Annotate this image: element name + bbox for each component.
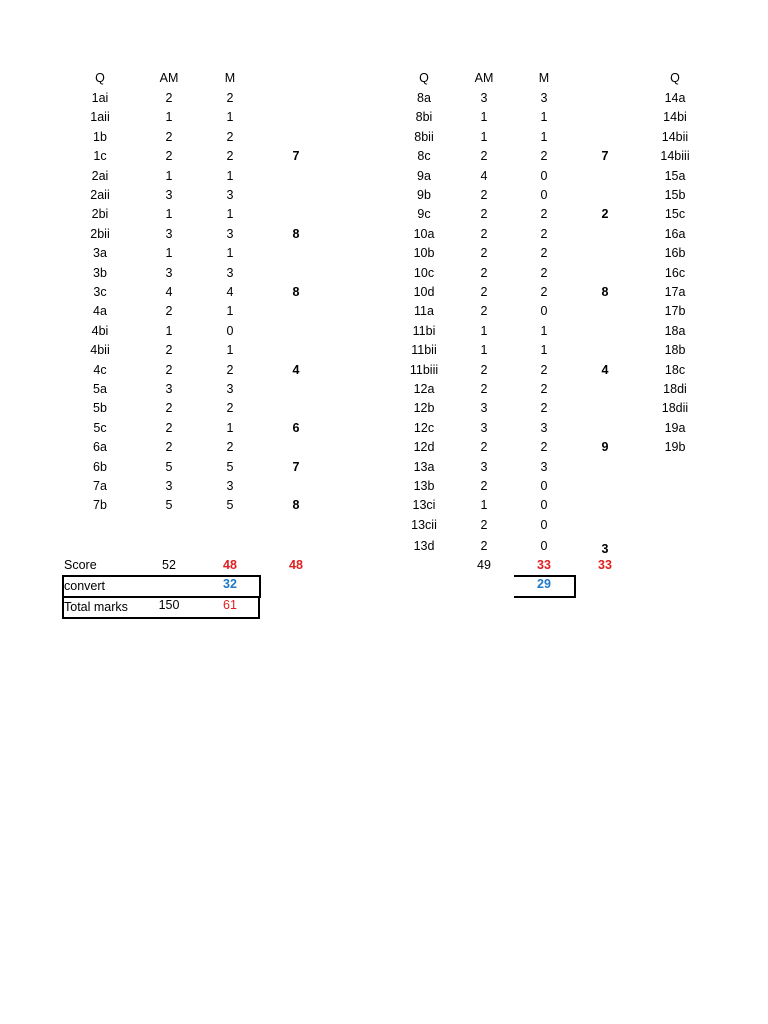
available-marks: 1 [480,130,488,144]
question-label: 18dii [661,401,689,415]
available-marks: 1 [480,498,488,512]
question-label: 18c [664,363,686,377]
available-marks: 1 [480,324,488,338]
marks-awarded: 3 [226,227,234,241]
question-label: 13d [413,539,435,553]
marks-awarded: 4 [226,285,234,299]
block1-convert-value: 32 [223,577,237,591]
question-label: 5a [93,382,107,396]
available-marks: 3 [480,401,488,415]
question-label: 8bii [414,130,434,144]
question-label: 12c [413,421,435,435]
available-marks: 1 [480,343,488,357]
question-label: 1aii [90,110,110,124]
marks-awarded: 1 [226,304,234,318]
marks-awarded: 2 [540,440,548,454]
available-marks: 2 [480,363,488,377]
question-subtotal: 2 [601,207,609,221]
total-marks-am: 150 [158,598,180,612]
question-label: 5c [93,421,107,435]
available-marks: 1 [480,110,488,124]
question-label: 10a [413,227,435,241]
marks-awarded: 0 [540,518,548,532]
marks-awarded: 0 [540,479,548,493]
question-label: 19a [664,421,686,435]
available-marks: 3 [165,188,173,202]
available-marks: 1 [165,324,173,338]
question-subtotal: 6 [292,421,300,435]
marks-awarded: 3 [540,421,548,435]
block2-score-am: 49 [477,558,491,572]
block2-score-m: 33 [537,558,551,572]
question-subtotal: 7 [292,149,300,163]
available-marks: 5 [165,498,173,512]
question-label: 1b [93,130,107,144]
question-label: 12b [413,401,435,415]
marks-awarded: 1 [540,324,548,338]
question-subtotal: 7 [292,460,300,474]
question-subtotal: 4 [601,363,609,377]
question-label: 16c [664,266,686,280]
question-label: 9b [417,188,431,202]
question-label: 14a [664,91,686,105]
available-marks: 2 [480,440,488,454]
question-subtotal: 3 [601,542,609,556]
question-label: 14biii [660,149,690,163]
marks-awarded: 2 [226,149,234,163]
marks-awarded: 1 [226,421,234,435]
marks-awarded: 0 [540,188,548,202]
question-label: 15c [664,207,686,221]
marks-awarded: 2 [540,382,548,396]
question-label: 8a [417,91,431,105]
question-label: 12a [413,382,435,396]
available-marks: 2 [165,421,173,435]
question-label: 4a [93,304,107,318]
available-marks: 2 [480,304,488,318]
block1-header-m: M [224,71,236,85]
question-label: 15a [664,169,686,183]
available-marks: 2 [165,130,173,144]
marks-awarded: 1 [226,207,234,221]
question-subtotal: 9 [601,440,609,454]
available-marks: 2 [480,188,488,202]
marks-awarded: 1 [540,110,548,124]
block1-score-m: 48 [223,558,237,572]
question-label: 17b [664,304,686,318]
available-marks: 2 [165,440,173,454]
available-marks: 4 [480,169,488,183]
available-marks: 2 [165,91,173,105]
marks-awarded: 2 [540,207,548,221]
question-label: 10c [413,266,435,280]
question-label: 11bii [411,343,437,357]
marks-awarded: 2 [540,363,548,377]
marks-awarded: 3 [226,479,234,493]
available-marks: 3 [165,479,173,493]
marks-awarded: 1 [226,343,234,357]
question-label: 9a [417,169,431,183]
block3-header-q: Q [670,71,680,85]
question-label: 18b [664,343,686,357]
question-label: 19b [664,440,686,454]
marks-awarded: 1 [226,169,234,183]
question-label: 8bi [415,110,433,124]
marks-awarded: 2 [540,266,548,280]
block2-header-q: Q [419,71,429,85]
available-marks: 3 [165,382,173,396]
question-label: 16a [664,227,686,241]
available-marks: 2 [165,304,173,318]
available-marks: 2 [165,343,173,357]
available-marks: 3 [165,227,173,241]
marks-awarded: 0 [540,498,548,512]
total-marks-m: 61 [223,598,237,612]
question-label: 3b [93,266,107,280]
marks-awarded: 2 [540,285,548,299]
question-label: 9c [417,207,431,221]
block1-score-total: 48 [289,558,303,572]
available-marks: 3 [480,91,488,105]
question-subtotal: 8 [292,227,300,241]
question-label: 13b [413,479,435,493]
marks-awarded: 2 [226,130,234,144]
question-label: 7b [93,498,107,512]
question-label: 14bii [661,130,689,144]
available-marks: 1 [165,207,173,221]
question-label: 2ai [91,169,109,183]
block2-score-total: 33 [598,558,612,572]
marks-awarded: 1 [226,246,234,260]
question-label: 3c [93,285,107,299]
available-marks: 1 [165,110,173,124]
marks-awarded: 2 [540,246,548,260]
question-label: 18a [664,324,686,338]
question-subtotal: 8 [292,285,300,299]
marks-awarded: 0 [540,169,548,183]
available-marks: 2 [480,518,488,532]
question-label: 6b [93,460,107,474]
marks-awarded: 0 [540,539,548,553]
question-label: 17a [664,285,686,299]
block1-score-am: 52 [162,558,176,572]
available-marks: 2 [165,401,173,415]
question-label: 2bii [90,227,110,241]
question-subtotal: 8 [292,498,300,512]
question-label: 11bi [412,324,436,338]
marks-awarded: 3 [540,91,548,105]
question-label: 13cii [411,518,437,532]
marks-awarded: 0 [226,324,234,338]
question-label: 6a [93,440,107,454]
available-marks: 2 [165,363,173,377]
block2-header-am: AM [474,71,494,85]
question-label: 10d [413,285,435,299]
question-label: 7a [93,479,107,493]
question-label: 15b [664,188,686,202]
question-label: 13ci [412,498,436,512]
question-label: 11biii [409,363,439,377]
question-label: 18di [663,382,687,396]
marks-awarded: 1 [540,343,548,357]
total-marks-label: Total marks [64,600,128,614]
marks-awarded: 3 [226,266,234,280]
block2-header-m: M [538,71,550,85]
available-marks: 1 [165,246,173,260]
available-marks: 2 [480,266,488,280]
marks-awarded: 2 [226,440,234,454]
score-label: Score [64,558,97,572]
question-label: 4c [93,363,107,377]
question-label: 12d [413,440,435,454]
available-marks: 3 [480,421,488,435]
available-marks: 2 [165,149,173,163]
marks-awarded: 2 [540,149,548,163]
marks-awarded: 3 [540,460,548,474]
available-marks: 2 [480,246,488,260]
question-label: 3a [93,246,107,260]
marks-awarded: 0 [540,304,548,318]
question-label: 1c [93,149,107,163]
available-marks: 3 [165,266,173,280]
available-marks: 2 [480,207,488,221]
question-subtotal: 4 [292,363,300,377]
available-marks: 5 [165,460,173,474]
question-subtotal: 7 [601,149,609,163]
question-label: 5b [93,401,107,415]
marks-awarded: 2 [226,91,234,105]
marks-awarded: 2 [540,401,548,415]
question-label: 2bi [91,207,109,221]
question-label: 10b [413,246,435,260]
block1-header-q: Q [95,71,105,85]
available-marks: 4 [165,285,173,299]
marks-awarded: 2 [226,363,234,377]
question-label: 8c [417,149,431,163]
question-subtotal: 8 [601,285,609,299]
available-marks: 2 [480,149,488,163]
marks-awarded: 3 [226,382,234,396]
question-label: 4bi [91,324,109,338]
question-label: 13a [413,460,435,474]
block2-convert-value: 29 [537,577,551,591]
available-marks: 2 [480,227,488,241]
question-label: 4bii [90,343,110,357]
marks-awarded: 2 [540,227,548,241]
question-label: 14bi [663,110,687,124]
available-marks: 1 [165,169,173,183]
marks-awarded: 1 [540,130,548,144]
question-label: 11a [414,304,434,318]
available-marks: 2 [480,479,488,493]
available-marks: 2 [480,382,488,396]
marks-awarded: 5 [226,498,234,512]
available-marks: 3 [480,460,488,474]
convert-label: convert [64,579,105,593]
question-label: 2aii [90,188,110,202]
question-label: 1ai [91,91,109,105]
marks-awarded: 5 [226,460,234,474]
marks-awarded: 2 [226,401,234,415]
marks-awarded: 1 [226,110,234,124]
marks-awarded: 3 [226,188,234,202]
available-marks: 2 [480,285,488,299]
available-marks: 2 [480,539,488,553]
question-label: 16b [664,246,686,260]
block1-header-am: AM [159,71,179,85]
